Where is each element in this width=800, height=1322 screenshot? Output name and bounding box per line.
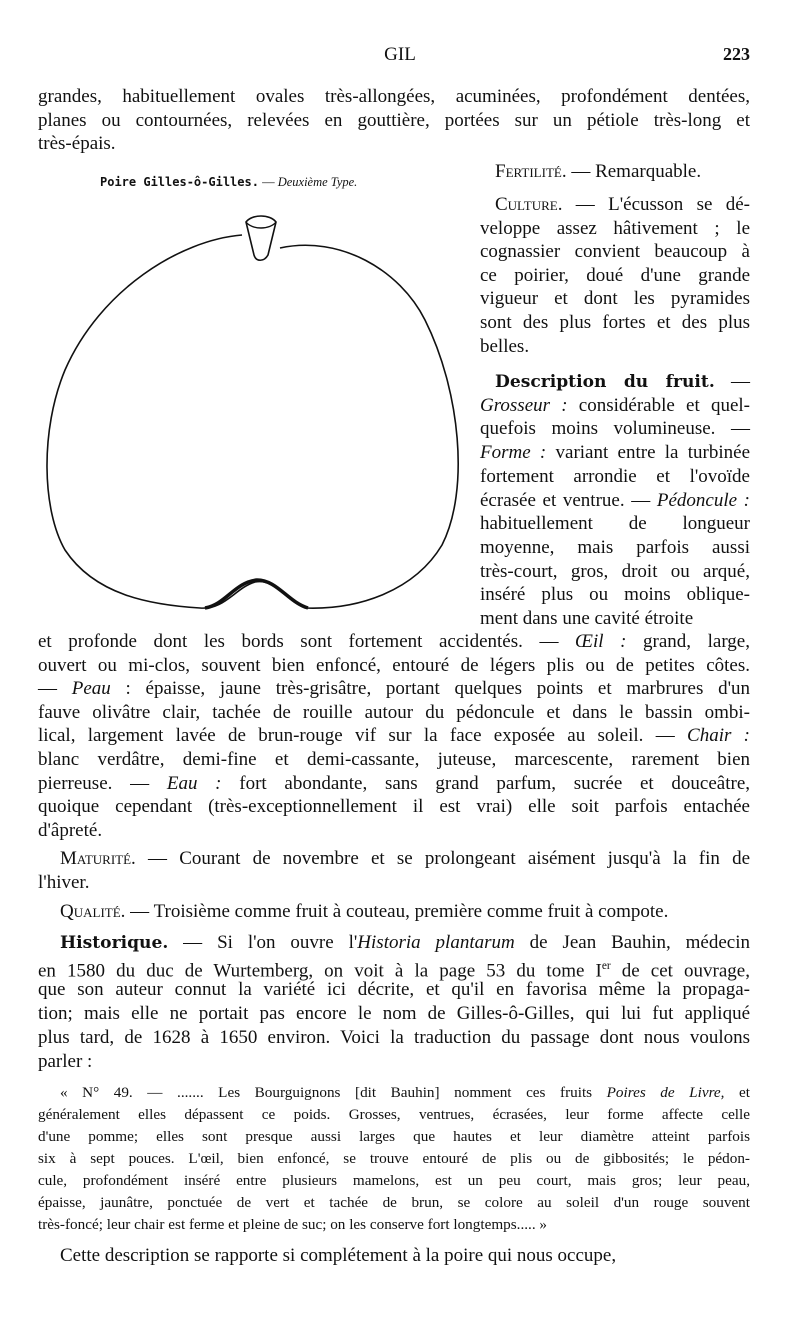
text-segment: « N° 49. — ....... Les Bourguignons [dit Bauhin] nomment ces fruits (60, 1084, 607, 1101)
text-segment: moyenne, mais parfois aussi (480, 536, 750, 558)
text-line (38, 1126, 750, 1148)
text-line (38, 978, 750, 1002)
text-line (480, 607, 750, 631)
italic-term: Historia plantarum (357, 932, 515, 953)
text-line (38, 819, 750, 843)
pear-stem-top (246, 222, 276, 228)
text-segment: et (724, 1084, 751, 1101)
text-segment: grand, large, (626, 631, 750, 652)
text-segment: sont des plus fortes et des plus (480, 312, 750, 333)
text-line (480, 583, 750, 607)
text-line (480, 512, 750, 536)
text-line (38, 1002, 750, 1026)
italic-term: Grosseur : (480, 394, 568, 416)
text-segment: fortement arrondie et l'ovoïde (480, 465, 750, 487)
text-line (480, 287, 750, 311)
text-line (38, 701, 750, 725)
text-line (480, 417, 750, 441)
text-line (38, 795, 750, 819)
text-line (38, 630, 750, 654)
text-line (38, 748, 750, 772)
text-segment: habituellement de longueur (480, 513, 750, 535)
text-segment: tion; mais elle ne portait pas encore le nom de Gilles-ô-Gilles, qui lui fut appliqué (38, 1003, 750, 1025)
section-heading: Historique. (60, 933, 169, 953)
text-line (38, 1170, 750, 1192)
text-segment: parler : (38, 1050, 93, 1072)
section-label: Culture. (495, 194, 563, 215)
text-segment: ouvert ou mi-clos, souvent bien enfoncé, entouré de légers plis ou de petites côtes. (38, 654, 750, 676)
section-label: Qualité. (60, 901, 126, 922)
text-line (480, 264, 750, 288)
text-segment: — (38, 678, 72, 700)
text-segment: Cette description se rapporte si complétement à la poire qui nous occupe, (60, 1245, 617, 1266)
text-segment: grandes, habituellement ovales très-allongées, acuminées, profondément dentées, (38, 86, 750, 107)
italic-term: Forme : (480, 442, 547, 464)
text-segment: très-court, gros, droit ou arqué, (480, 560, 750, 582)
text-segment: l'hiver. (38, 872, 90, 893)
text-segment: planes ou contournées, relevées en gouttière, portées sur un pétiole très-long et (38, 109, 750, 131)
text-segment: variant entre la turbinée (546, 442, 750, 464)
text-segment: considérable et quel- (567, 394, 750, 416)
text-segment: veloppe assez hâtivement ; le (480, 217, 750, 239)
text-line (480, 465, 750, 489)
pear-stem (246, 216, 276, 260)
text-line (38, 85, 750, 109)
caption-name: Poire Gilles-ô-Gilles. (100, 175, 259, 189)
italic-term: Chair : (687, 725, 750, 747)
text-segment: très-épais. (38, 133, 116, 154)
text-line (38, 677, 750, 701)
text-segment: quefois moins volumineuse. — (480, 418, 750, 440)
text-line (60, 900, 750, 924)
text-segment: de Jean Bauhin, médecin (514, 932, 750, 953)
text-segment: fort abondante, sans grand parfum, sucrée et douceâtre, (221, 772, 751, 794)
text-segment: en 1580 du duc de Wurtemberg, on voit à la page 53 du tome I (38, 960, 602, 982)
text-segment: cule, profondément inséré entre plusieurs mamelons, est un peu court, mais gros; leur peau, (38, 1172, 750, 1189)
caption-type: Deuxième Type. (277, 175, 358, 189)
figure-caption (100, 175, 357, 190)
text-line (495, 160, 735, 184)
text-segment: — Si l'on ouvre l' (168, 932, 358, 953)
text-segment: — L'écusson se dé- (562, 194, 750, 215)
text-segment: d'âpreté. (38, 819, 103, 841)
text-line (60, 1082, 750, 1104)
text-segment: — Courant de novembre et se prolongeant aisément jusqu'à la fin de (135, 848, 750, 869)
text-line (480, 311, 750, 335)
text-segment: inséré plus ou moins oblique- (480, 584, 750, 606)
text-segment: quoique cependant (très-exceptionnellement il est vrai) elle soit parfois entachée (38, 796, 750, 818)
text-line (38, 654, 750, 678)
text-segment: et profonde dont les bords sont fortement accidentés. — (38, 631, 576, 652)
text-line (60, 931, 750, 956)
text-line (480, 536, 750, 560)
text-line (480, 489, 750, 513)
text-segment: — Remarquable. (566, 161, 702, 182)
text-line (480, 394, 750, 418)
running-header: GIL (384, 44, 416, 65)
pear-outline-illustration (30, 200, 470, 630)
pear-outline (47, 235, 458, 608)
text-line (480, 560, 750, 584)
text-segment: ment dans une cavité étroite (480, 608, 694, 629)
text-segment: — Troisième comme fruit à couteau, première comme fruit à compote. (125, 901, 669, 922)
italic-term: Peau (71, 678, 111, 700)
caption-separator: — (258, 175, 278, 189)
text-segment: épaisse, jaunâtre, ponctuée de vert et tachée de brun, se colore au soleil d'un rouge souvent (38, 1194, 750, 1211)
text-line (495, 370, 750, 395)
text-line (38, 871, 750, 895)
page-number: 223 (723, 44, 750, 64)
text-line (480, 335, 750, 359)
text-segment: ce poirier, doué d'une grande (480, 264, 750, 286)
text-line (495, 193, 750, 217)
text-segment: vigueur et dont les pyramides (480, 288, 750, 310)
text-segment: d'une pomme; elles sont presque aussi larges que hautes et leur diamètre atteint parfois (38, 1128, 750, 1145)
text-segment: très-foncé; leur chair est ferme et pleine de suc; on les conserve fort longtemps..... » (38, 1216, 548, 1233)
text-line (38, 1148, 750, 1170)
text-segment: er (601, 959, 611, 972)
text-segment: belles. (480, 335, 530, 357)
italic-term: Pédoncule : (656, 489, 751, 511)
italic-term: Œil : (575, 631, 627, 652)
text-line (38, 1026, 750, 1050)
text-segment: fauve olivâtre clair, tachée de rouille autour du pédoncule et dans le bassin ombi- (38, 701, 750, 723)
text-segment: cognassier convient beaucoup à (480, 241, 750, 263)
text-line (38, 1192, 750, 1214)
text-segment: — (714, 371, 751, 392)
text-line (38, 724, 750, 748)
text-segment: lical, largement lavée de brun-rouge vif sur la face exposée au soleil. — (38, 725, 688, 747)
text-segment: plus tard, de 1628 à 1650 environ. Voici la traduction du passage dont nous voulons (38, 1026, 750, 1048)
italic-term: Poires de Livre, (606, 1084, 725, 1101)
text-line (480, 240, 750, 264)
italic-term: Eau : (166, 772, 222, 794)
text-segment: blanc verdâtre, demi-fine et demi-cassante, juteuse, marcescente, rarement bien (38, 749, 750, 770)
text-line (38, 1050, 750, 1074)
text-line (38, 132, 750, 156)
text-segment: de cet ouvrage, (610, 960, 750, 982)
text-segment: pierreuse. — (38, 772, 167, 794)
text-segment: écrasée et ventrue. — (480, 489, 657, 511)
text-segment: six à sept pouces. L'œil, bien enfoncé, se trouve entouré de plis ou de gibbosités; le pédon- (38, 1150, 750, 1167)
text-segment: que son auteur connut la variété ici décrite, et qu'il en favorisa même la propaga- (38, 979, 750, 1001)
text-line (38, 772, 750, 796)
text-line (480, 441, 750, 465)
text-segment: généralement elles dépassent ce poids. Grosses, ventrues, écrasées, leur forme affecte celle (38, 1106, 750, 1123)
text-line (480, 217, 750, 241)
text-line (38, 1214, 750, 1236)
text-line (60, 847, 750, 871)
text-line (38, 1104, 750, 1126)
section-heading: Description du fruit. (495, 372, 715, 392)
text-line (60, 1244, 750, 1268)
text-segment: : épaisse, jaune très-grisâtre, portant quelques points et marbrures d'un (110, 678, 750, 700)
section-label: Fertilité. (495, 161, 567, 182)
text-line (38, 109, 750, 133)
section-label: Maturité. (60, 848, 136, 869)
